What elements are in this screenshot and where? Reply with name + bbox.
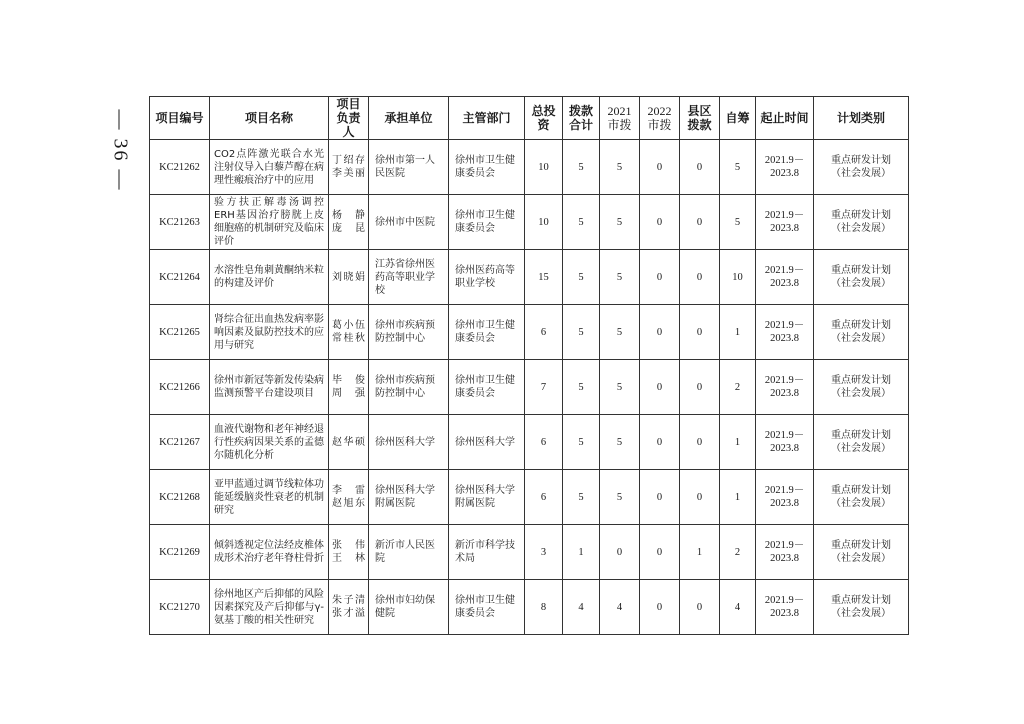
project-leader: 赵华硕 [329,415,369,470]
project-name: 血液代谢物和老年神经退行性疾病因果关系的孟德尔随机化分析 [210,415,329,470]
self-funded: 5 [720,140,756,195]
self-funded: 1 [720,470,756,525]
project-leader: 杨 静 庞 昆 [329,195,369,250]
project-code: KC21268 [150,470,210,525]
self-funded: 10 [720,250,756,305]
project-code: KC21266 [150,360,210,415]
grant-2021: 5 [600,140,640,195]
project-leader: 丁绍存 李美丽 [329,140,369,195]
grant-2022: 0 [640,305,680,360]
plan-category: 重点研发计划 （社会发展） [814,195,909,250]
table-row [150,140,909,195]
county-grant: 0 [680,140,720,195]
grant-2021: 4 [600,580,640,635]
supervising-dept: 徐州医药高等职业学校 [449,250,525,305]
plan-category: 重点研发计划 （社会发展） [814,140,909,195]
plan-category: 重点研发计划 （社会发展） [814,305,909,360]
project-code: KC21263 [150,195,210,250]
period: 2021.9－ 2023.8 [756,305,814,360]
supervising-dept: 徐州市卫生健康委员会 [449,580,525,635]
table-header [150,97,909,140]
period: 2021.9－ 2023.8 [756,580,814,635]
county-grant: 0 [680,580,720,635]
supervising-dept: 新沂市科学技术局 [449,525,525,580]
county-grant: 0 [680,470,720,525]
host-org: 徐州市疾病预防控制中心 [369,305,449,360]
project-name: 亚甲蓝通过调节线粒体功能延缓脑炎性衰老的机制研究 [210,470,329,525]
column-header: 2022 市拨 [640,97,680,140]
table-body [150,140,909,635]
project-name: 肾综合征出血热发病率影响因素及鼠防控技术的应用与研究 [210,305,329,360]
host-org: 徐州医科大学附属医院 [369,470,449,525]
supervising-dept: 徐州市卫生健康委员会 [449,360,525,415]
grant-total: 5 [563,140,600,195]
column-header: 拨款 合计 [563,97,600,140]
self-funded: 2 [720,525,756,580]
period: 2021.9－ 2023.8 [756,470,814,525]
period: 2021.9－ 2023.8 [756,525,814,580]
project-code: KC21264 [150,250,210,305]
project-code: KC21267 [150,415,210,470]
column-header: 自筹 [720,97,756,140]
column-header: 主管部门 [449,97,525,140]
grant-total: 5 [563,470,600,525]
grant-2022: 0 [640,250,680,305]
host-org: 新沂市人民医院 [369,525,449,580]
project-name: 徐州地区产后抑郁的风险因素探究及产后抑郁与γ-氨基丁酸的相关性研究 [210,580,329,635]
table-row [150,195,909,250]
project-name: 水溶性皂角刺黄酮纳米粒的构建及评价 [210,250,329,305]
project-leader: 李 雷 赵旭东 [329,470,369,525]
host-org: 徐州市中医院 [369,195,449,250]
period: 2021.9－ 2023.8 [756,360,814,415]
project-leader: 葛小伍 常桂秋 [329,305,369,360]
county-grant: 0 [680,250,720,305]
column-header: 项目 负责人 [329,97,369,140]
host-org: 徐州市疾病预防控制中心 [369,360,449,415]
project-code: KC21270 [150,580,210,635]
grant-2022: 0 [640,415,680,470]
host-org: 徐州市第一人民医院 [369,140,449,195]
county-grant: 0 [680,195,720,250]
project-code: KC21262 [150,140,210,195]
grant-total: 5 [563,250,600,305]
grant-2021: 5 [600,305,640,360]
grant-2022: 0 [640,525,680,580]
grant-2022: 0 [640,140,680,195]
grant-2021: 5 [600,470,640,525]
plan-category: 重点研发计划 （社会发展） [814,580,909,635]
period: 2021.9－ 2023.8 [756,250,814,305]
project-code: KC21265 [150,305,210,360]
grant-2022: 0 [640,360,680,415]
county-grant: 0 [680,415,720,470]
plan-category: 重点研发计划 （社会发展） [814,360,909,415]
supervising-dept: 徐州市卫生健康委员会 [449,140,525,195]
total-investment: 3 [525,525,563,580]
grant-2021: 5 [600,415,640,470]
table-row [150,470,909,525]
grant-total: 5 [563,305,600,360]
grant-total: 5 [563,415,600,470]
table-row [150,360,909,415]
grant-2021: 0 [600,525,640,580]
supervising-dept: 徐州市卫生健康委员会 [449,305,525,360]
column-header: 计划类别 [814,97,909,140]
total-investment: 10 [525,140,563,195]
header-row [150,97,909,140]
county-grant: 0 [680,360,720,415]
column-header: 总投资 [525,97,563,140]
plan-category: 重点研发计划 （社会发展） [814,470,909,525]
self-funded: 1 [720,415,756,470]
host-org: 徐州医科大学 [369,415,449,470]
total-investment: 6 [525,305,563,360]
supervising-dept: 徐州医科大学 [449,415,525,470]
host-org: 徐州市妇幼保健院 [369,580,449,635]
project-leader: 刘晓娟 [329,250,369,305]
column-header: 项目编号 [150,97,210,140]
period: 2021.9－ 2023.8 [756,195,814,250]
table-row [150,525,909,580]
county-grant: 1 [680,525,720,580]
project-table [149,96,909,635]
grant-total: 5 [563,360,600,415]
column-header: 起止时间 [756,97,814,140]
project-leader: 张 伟 王 林 [329,525,369,580]
project-leader: 朱子清 张才溢 [329,580,369,635]
table-row [150,305,909,360]
column-header: 承担单位 [369,97,449,140]
plan-category: 重点研发计划 （社会发展） [814,415,909,470]
column-header: 项目名称 [210,97,329,140]
grant-2022: 0 [640,580,680,635]
table-row [150,250,909,305]
total-investment: 15 [525,250,563,305]
total-investment: 8 [525,580,563,635]
self-funded: 4 [720,580,756,635]
supervising-dept: 徐州市卫生健康委员会 [449,195,525,250]
total-investment: 6 [525,415,563,470]
project-leader: 毕 俊 周 强 [329,360,369,415]
grant-2021: 5 [600,250,640,305]
column-header: 县区 拨款 [680,97,720,140]
table-row [150,580,909,635]
page-number-text: — 36 — [109,109,132,191]
plan-category: 重点研发计划 （社会发展） [814,525,909,580]
plan-category: 重点研发计划 （社会发展） [814,250,909,305]
grant-total: 1 [563,525,600,580]
grant-2021: 5 [600,360,640,415]
self-funded: 5 [720,195,756,250]
grant-2022: 0 [640,195,680,250]
self-funded: 1 [720,305,756,360]
grant-total: 5 [563,195,600,250]
grant-2022: 0 [640,470,680,525]
period: 2021.9－ 2023.8 [756,140,814,195]
project-name: 倾斜透视定位法经皮椎体成形术治疗老年脊柱骨折 [210,525,329,580]
column-header: 2021 市拨 [600,97,640,140]
table-row [150,415,909,470]
project-name: 验方扶正解毒汤调控ERH基因治疗膀胱上皮细胞癌的机制研究及临床评价 [210,195,329,250]
county-grant: 0 [680,305,720,360]
supervising-dept: 徐州医科大学附属医院 [449,470,525,525]
page-number [100,108,140,192]
period: 2021.9－ 2023.8 [756,415,814,470]
project-code: KC21269 [150,525,210,580]
project-name: 徐州市新冠等新发传染病监测预警平台建设项目 [210,360,329,415]
total-investment: 7 [525,360,563,415]
total-investment: 6 [525,470,563,525]
project-name: CO2点阵激光联合水光注射仪导入白藜芦醇在病理性瘢痕治疗中的应用 [210,140,329,195]
total-investment: 10 [525,195,563,250]
grant-2021: 5 [600,195,640,250]
self-funded: 2 [720,360,756,415]
grant-total: 4 [563,580,600,635]
host-org: 江苏省徐州医药高等职业学校 [369,250,449,305]
